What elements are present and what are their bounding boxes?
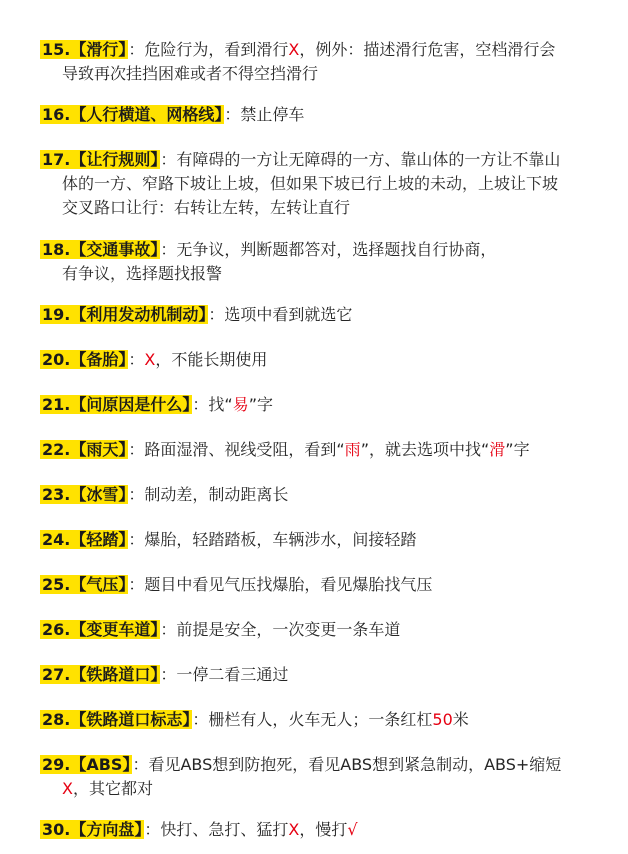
entry-separator: ： [128,575,145,594]
entry-first-line [40,528,610,552]
note-entry [40,238,610,286]
entry-separator: ： [208,305,225,324]
entry-emphasis-text: X [288,40,300,59]
entry-emphasis-text: 50 [432,710,453,729]
note-entry [40,818,610,842]
entry-separator: ： [160,150,177,169]
entry-text: 交叉路口让行：右转让左转，左转让直行 [62,198,351,217]
entry-text: 快打、急打、猛打 [160,820,289,839]
entry-label: 17.【让行规则】 [42,150,159,169]
entry-text: ”字 [505,440,530,459]
entry-emphasis-text: 雨 [344,440,361,459]
entry-label: 30.【方向盘】 [42,820,143,839]
entry-separator: ： [192,710,209,729]
entry-first-line [40,708,610,732]
entry-label: 16.【人行横道、网格线】 [42,105,223,124]
note-entry [40,38,610,86]
entry-label: 28.【铁路道口标志】 [42,710,191,729]
entry-continuation-line [40,777,610,801]
entry-text: ，慢打 [299,820,348,839]
entry-first-line [40,663,610,687]
note-entry [40,438,610,462]
entry-text: ，不能长期使用 [155,350,268,369]
entry-label: 24.【轻踏】 [42,530,127,549]
entry-continuation-line [40,62,610,86]
entry-text: 危险行为，看到滑行 [144,40,289,59]
entry-text: 题目中看见气压找爆胎，看见爆胎找气压 [144,575,433,594]
entry-label: 27.【铁路道口】 [42,665,159,684]
entry-emphasis-text: X [62,779,73,798]
entry-first-line [40,483,610,507]
entry-first-line [40,148,610,172]
entry-first-line [40,303,610,327]
entry-text: ”字 [248,395,273,414]
entry-label: 21.【问原因是什么】 [42,395,191,414]
entry-continuation-line [40,196,610,220]
entry-text: 爆胎，轻踏踏板，车辆涉水，间接轻踏 [144,530,417,549]
entry-separator: ： [128,485,145,504]
note-entry [40,618,610,642]
note-entry [40,148,610,220]
entry-separator: ： [128,350,145,369]
entry-text: 一停二看三通过 [176,665,289,684]
entry-first-line [40,103,610,127]
entry-first-line [40,348,610,372]
entry-text: 米 [452,710,469,729]
note-entry [40,753,610,801]
entry-separator: ： [160,665,177,684]
entry-emphasis-text: X [144,350,156,369]
entry-separator: ： [224,105,241,124]
entry-separator: ： [132,755,149,774]
note-entry [40,708,610,732]
entry-label: 29.【ABS】 [42,755,131,774]
entry-separator: ： [192,395,209,414]
entry-label: 25.【气压】 [42,575,127,594]
entry-continuation-line [40,262,610,286]
entry-text: 有争议，选择题找报警 [62,264,223,283]
entry-text: 无争议，判断题都答对，选择题找自行协商， [176,240,497,259]
entry-text: 选项中看到就选它 [224,305,353,324]
note-entry [40,303,610,327]
entry-text: 找“ [208,395,233,414]
entry-label: 23.【冰雪】 [42,485,127,504]
entry-text: 路面湿滑、视线受阻，看到“ [144,440,345,459]
entry-label: 20.【备胎】 [42,350,127,369]
entry-label: 26.【变更车道】 [42,620,159,639]
entry-first-line [40,818,610,842]
entry-continuation-line [40,172,610,196]
entry-separator: ： [160,240,177,259]
entry-separator: ： [144,820,161,839]
note-entry [40,573,610,597]
entry-text: ，例外：描述滑行危害，空档滑行会 [299,40,556,59]
entry-emphasis-text: √ [347,820,358,839]
note-entry [40,393,610,417]
entry-separator: ： [128,530,145,549]
entry-text: 导致再次挂挡困难或者不得空挡滑行 [62,64,319,83]
note-entry [40,103,610,127]
entry-text: 有障碍的一方让无障碍的一方、靠山体的一方让不靠山 [176,150,561,169]
entry-first-line [40,438,610,462]
entry-text: 禁止停车 [240,105,305,124]
entry-label: 19.【利用发动机制动】 [42,305,207,324]
entry-first-line [40,38,610,62]
entry-text: 看见ABS想到防抱死，看见ABS想到紧急制动，ABS+缩短 [148,755,562,774]
entry-first-line [40,753,610,777]
entry-text: ”，就去选项中找“ [360,440,490,459]
entry-first-line [40,238,610,262]
note-entry [40,663,610,687]
entry-text: 体的一方、窄路下坡让上坡，但如果下坡已行上坡的未动，上坡让下坡 [62,174,559,193]
entry-text: ，其它都对 [72,779,153,798]
entry-separator: ： [128,40,145,59]
entry-label: 22.【雨天】 [42,440,127,459]
entry-text: 前提是安全，一次变更一条车道 [176,620,401,639]
entry-emphasis-text: 易 [232,395,249,414]
entry-label: 15.【滑行】 [42,40,127,59]
entry-label: 18.【交通事故】 [42,240,159,259]
entry-emphasis-text: 滑 [489,440,506,459]
note-entry [40,348,610,372]
entry-text: 栅栏有人，火车无人；一条红杠 [208,710,433,729]
entry-separator: ： [128,440,145,459]
note-entry [40,528,610,552]
entry-separator: ： [160,620,177,639]
entry-first-line [40,573,610,597]
entry-first-line [40,618,610,642]
entry-first-line [40,393,610,417]
entry-emphasis-text: X [288,820,300,839]
note-entry [40,483,610,507]
entry-text: 制动差，制动距离长 [144,485,289,504]
